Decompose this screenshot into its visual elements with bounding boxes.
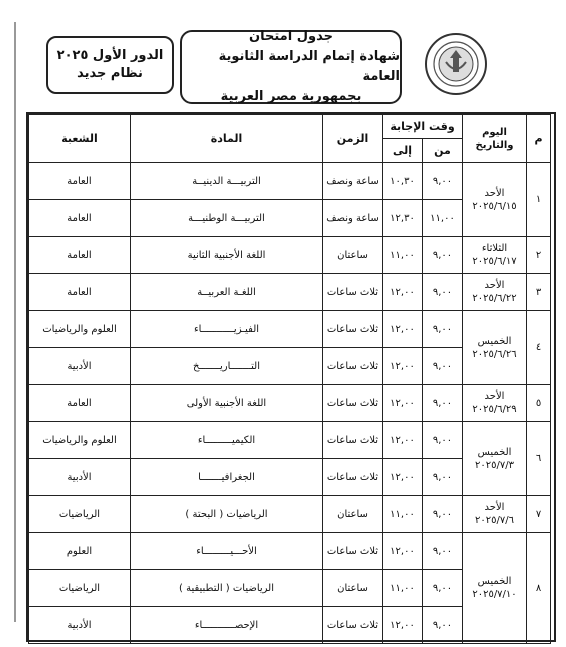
cell-num: ١ [527,163,551,237]
cell-date: ٢٠٢٥/٦/١٧ [472,256,517,267]
cell-duration: ساعتان [323,570,383,607]
table-row [29,496,551,533]
cell-to: ١٢,٠٠ [383,274,423,311]
cell-subject: الجغرافيـــــــا [131,459,323,496]
cell-from: ٩,٠٠ [423,274,463,311]
cell-num: ٨ [527,533,551,644]
cell-to: ١١,٠٠ [383,237,423,274]
cell-num: ٧ [527,496,551,533]
cell-subject: اللغة الأجنبية الثانية [131,237,323,274]
cell-branch: الأدبية [29,607,131,644]
cell-num: ٦ [527,422,551,496]
cell-branch: العامة [29,163,131,200]
cell-duration: ثلاث ساعات [323,607,383,644]
cell-to: ١١,٠٠ [383,496,423,533]
cell-num: ٤ [527,311,551,385]
cell-branch: الرياضيات [29,496,131,533]
table-row [29,422,551,459]
cell-from: ٩,٠٠ [423,348,463,385]
cell-branch: العلوم [29,533,131,570]
cell-to: ١٢,٠٠ [383,533,423,570]
table-row [29,237,551,274]
cell-duration: ثلاث ساعات [323,274,383,311]
header-to: إلى [383,139,423,163]
session-line-2: نظام جديد [77,66,143,81]
cell-day: الخميس [477,335,512,347]
cell-day-date [463,163,527,237]
cell-to: ١٢,٠٠ [383,459,423,496]
cell-branch: العامة [29,385,131,422]
cell-duration: ثلاث ساعات [323,533,383,570]
title-line-2: شهادة إتمام الدراسة الثانوية العامة [218,49,400,84]
cell-day-date [463,422,527,496]
cell-day: الأحد [484,187,505,199]
cell-subject: الفيـزيـــــــــــاء [131,311,323,348]
session-line-1: الدور الأول ٢٠٢٥ [56,48,164,63]
cell-day: الثلاثاء [481,243,508,254]
cell-date: ٢٠٢٥/٦/٢٢ [472,293,517,304]
table-row [29,533,551,570]
cell-branch: الأدبية [29,459,131,496]
cell-duration: ثلاث ساعات [323,459,383,496]
cell-branch: العامة [29,200,131,237]
cell-date: ٢٠٢٥/٧/٣ [475,459,514,471]
cell-branch: العلوم والرياضيات [29,311,131,348]
exam-table [28,114,551,644]
cell-branch: العامة [29,237,131,274]
cell-day-date [463,311,527,385]
cell-day: الأحد [484,502,505,513]
cell-to: ١٠,٣٠ [383,163,423,200]
header-branch: الشعبة [29,115,131,163]
cell-duration: ثلاث ساعات [323,311,383,348]
cell-subject: اللغة الأجنبية الأولى [131,385,323,422]
cell-from: ٩,٠٠ [423,311,463,348]
cell-subject: الرياضيات ( التطبيقية ) [131,570,323,607]
table-row [29,311,551,348]
cell-to: ١٢,٠٠ [383,348,423,385]
cell-to: ١٢,٠٠ [383,311,423,348]
cell-day: الأحد [484,280,505,291]
cell-from: ٩,٠٠ [423,385,463,422]
cell-num: ٢ [527,237,551,274]
cell-subject: الأحـــيـــــــــاء [131,533,323,570]
cell-branch: العلوم والرياضيات [29,422,131,459]
header-num: م [527,115,551,163]
cell-day-date [463,533,527,644]
cell-from: ١١,٠٠ [423,200,463,237]
cell-branch: الأدبية [29,348,131,385]
cell-num: ٥ [527,385,551,422]
cell-from: ٩,٠٠ [423,496,463,533]
header-from: من [423,139,463,163]
cell-date: ٢٠٢٥/٧/٦ [475,515,514,526]
table-row [29,385,551,422]
cell-date: ٢٠٢٥/٧/١٠ [472,589,517,600]
cell-subject: التـــــــاريـــــــخ [131,348,323,385]
cell-from: ٩,٠٠ [423,570,463,607]
cell-from: ٩,٠٠ [423,607,463,644]
cell-date: ٢٠٢٥/٦/٢٦ [472,348,517,360]
ministry-emblem-icon [424,32,488,96]
session-box [46,36,174,94]
cell-duration: ساعة ونصف [323,200,383,237]
header-day-date: اليوم والتاريخ [463,115,527,163]
cell-from: ٩,٠٠ [423,459,463,496]
cell-duration: ساعتان [323,496,383,533]
cell-day: الخميس [477,446,512,458]
cell-day-date [463,385,527,422]
table-row [29,163,551,200]
exam-title-box [180,30,402,104]
cell-date: ٢٠٢٥/٦/٢٩ [472,404,517,415]
cell-duration: ساعة ونصف [323,163,383,200]
cell-subject: الإحصـــــــــــاء [131,607,323,644]
cell-from: ٩,٠٠ [423,422,463,459]
header-subject: المادة [131,115,323,163]
cell-duration: ثلاث ساعات [323,385,383,422]
cell-to: ١٢,٣٠ [383,200,423,237]
cell-duration: ثلاث ساعات [323,348,383,385]
cell-day-date [463,274,527,311]
cell-to: ١٢,٠٠ [383,385,423,422]
cell-to: ١١,٠٠ [383,570,423,607]
cell-branch: الرياضيات [29,570,131,607]
cell-branch: العامة [29,274,131,311]
title-line-3: بجمهورية مصر العربية [220,89,362,104]
margin-line [14,22,16,622]
table-body [29,163,551,644]
cell-to: ١٢,٠٠ [383,422,423,459]
cell-day-date [463,237,527,274]
cell-subject: الرياضيات ( البحتة ) [131,496,323,533]
cell-subject: اللغـة العربيــة [131,274,323,311]
cell-from: ٩,٠٠ [423,533,463,570]
cell-day-date [463,496,527,533]
cell-num: ٣ [527,274,551,311]
title-line-1: جدول امتحان [249,29,333,44]
cell-from: ٩,٠٠ [423,163,463,200]
cell-to: ١٢,٠٠ [383,607,423,644]
cell-subject: التربيـــة الوطنيـــة [131,200,323,237]
table-row [29,274,551,311]
cell-day: الأحد [484,391,505,402]
cell-duration: ثلاث ساعات [323,422,383,459]
cell-date: ٢٠٢٥/٦/١٥ [472,200,517,212]
header [28,24,544,110]
cell-subject: التربيـــة الدينيــة [131,163,323,200]
cell-from: ٩,٠٠ [423,237,463,274]
cell-day: الخميس [477,576,512,587]
cell-subject: الكيميـــــــــاء [131,422,323,459]
cell-duration: ساعتان [323,237,383,274]
header-duration: الزمن [323,115,383,163]
header-time: وقت الإجابة [383,115,463,139]
